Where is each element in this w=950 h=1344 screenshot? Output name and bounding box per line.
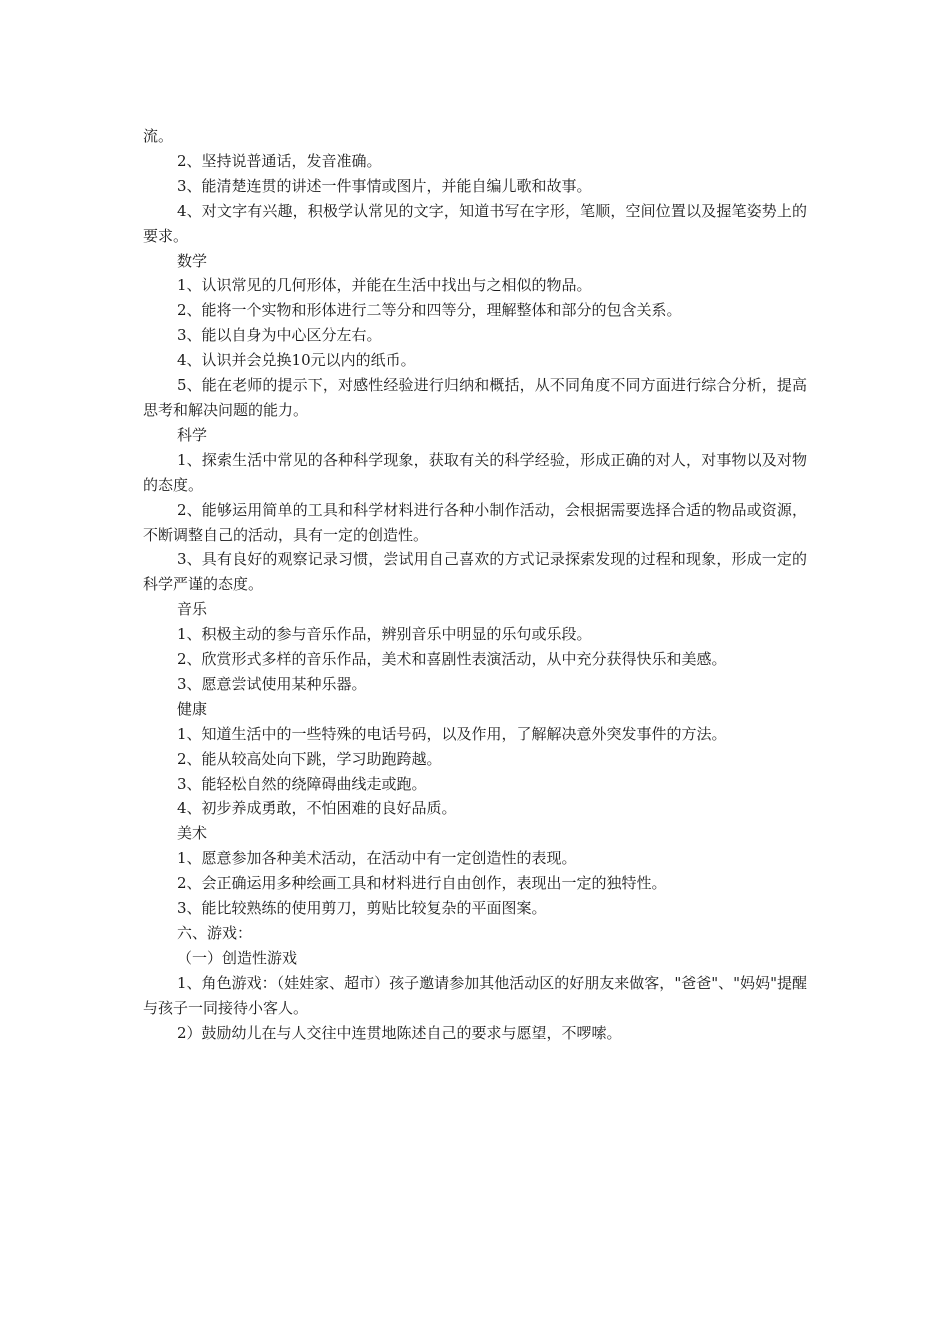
paragraph: 1、知道生活中的一些特殊的电话号码，以及作用，了解解决意外突发事件的方法。 [177,724,727,743]
paragraph: 2、欣赏形式多样的音乐作品，美术和喜剧性表演活动，从中充分获得快乐和美感。 [177,650,727,669]
paragraph: 3、能以自身为中心区分左右。 [177,326,382,345]
paragraph: 3、愿意尝试使用某种乐器。 [177,674,367,693]
section-heading-health: 健康 [177,699,208,718]
paragraph: 3、能清楚连贯的讲述一件事情或图片，并能自编儿歌和故事。 [177,176,592,195]
paragraph: 1、角色游戏：（娃娃家、超市）孩子邀请参加其他活动区的好朋友来做客，"爸爸"、"妈妈"提醒与孩子一同接待小客人。 [143,973,807,1017]
paragraph: 3、能轻松自然的绕障碍曲线走或跑。 [177,774,427,793]
paragraph: 2、坚持说普通话，发音准确。 [177,151,382,170]
paragraph: 4、初步养成勇敢，不怕困难的良好品质。 [177,799,457,818]
paragraph: 1、认识常见的几何形体，并能在生活中找出与之相似的物品。 [177,276,592,295]
paragraph: 1、探索生活中常见的各种科学现象，获取有关的科学经验，形成正确的对人，对事物以及对物的态度。 [143,450,807,494]
paragraph: 流。 [143,127,174,145]
section-heading-science: 科学 [177,425,208,444]
section-heading-math: 数学 [177,251,208,270]
paragraph: 2、会正确运用多种绘画工具和材料进行自由创作，表现出一定的独特性。 [177,874,667,893]
paragraph: 3、具有良好的观察记录习惯，尝试用自己喜欢的方式记录探索发现的过程和现象，形成一定的科学严谨的态度。 [143,550,807,594]
paragraph: 2、能从较高处向下跳，学习助跑跨越。 [177,749,442,768]
section-heading-games: 六、游戏： [177,924,253,942]
subsection-heading-creative-games: （一）创造性游戏 [177,948,298,967]
section-heading-art: 美术 [177,824,208,843]
paragraph: 3、能比较熟练的使用剪刀，剪贴比较复杂的平面图案。 [177,899,547,918]
paragraph: 1、愿意参加各种美术活动，在活动中有一定创造性的表现。 [177,849,577,868]
paragraph: 2、能将一个实物和形体进行二等分和四等分，理解整体和部分的包含关系。 [177,301,682,320]
paragraph: 5、能在老师的提示下，对感性经验进行归纳和概括，从不同角度不同方面进行综合分析，提高思考和解决问题的能力。 [143,376,807,419]
paragraph: 1、积极主动的参与音乐作品，辨别音乐中明显的乐句或乐段。 [177,625,592,644]
section-heading-music: 音乐 [177,600,208,619]
paragraph: 2、能够运用简单的工具和科学材料进行各种小制作活动，会根据需要选择合适的物品或资源，不断调整自己的活动，具有一定的创造性。 [143,500,807,544]
paragraph: 4、对文字有兴趣，积极学认常见的文字，知道书写在字形，笔顺，空间位置以及握笔姿势上的要求。 [143,201,807,245]
paragraph: 4、认识并会兑换10元以内的纸币。 [177,351,416,370]
document-body [143,124,807,1046]
paragraph: 2）鼓励幼儿在与人交往中连贯地陈述自己的要求与愿望，不啰嗦。 [177,1023,622,1042]
